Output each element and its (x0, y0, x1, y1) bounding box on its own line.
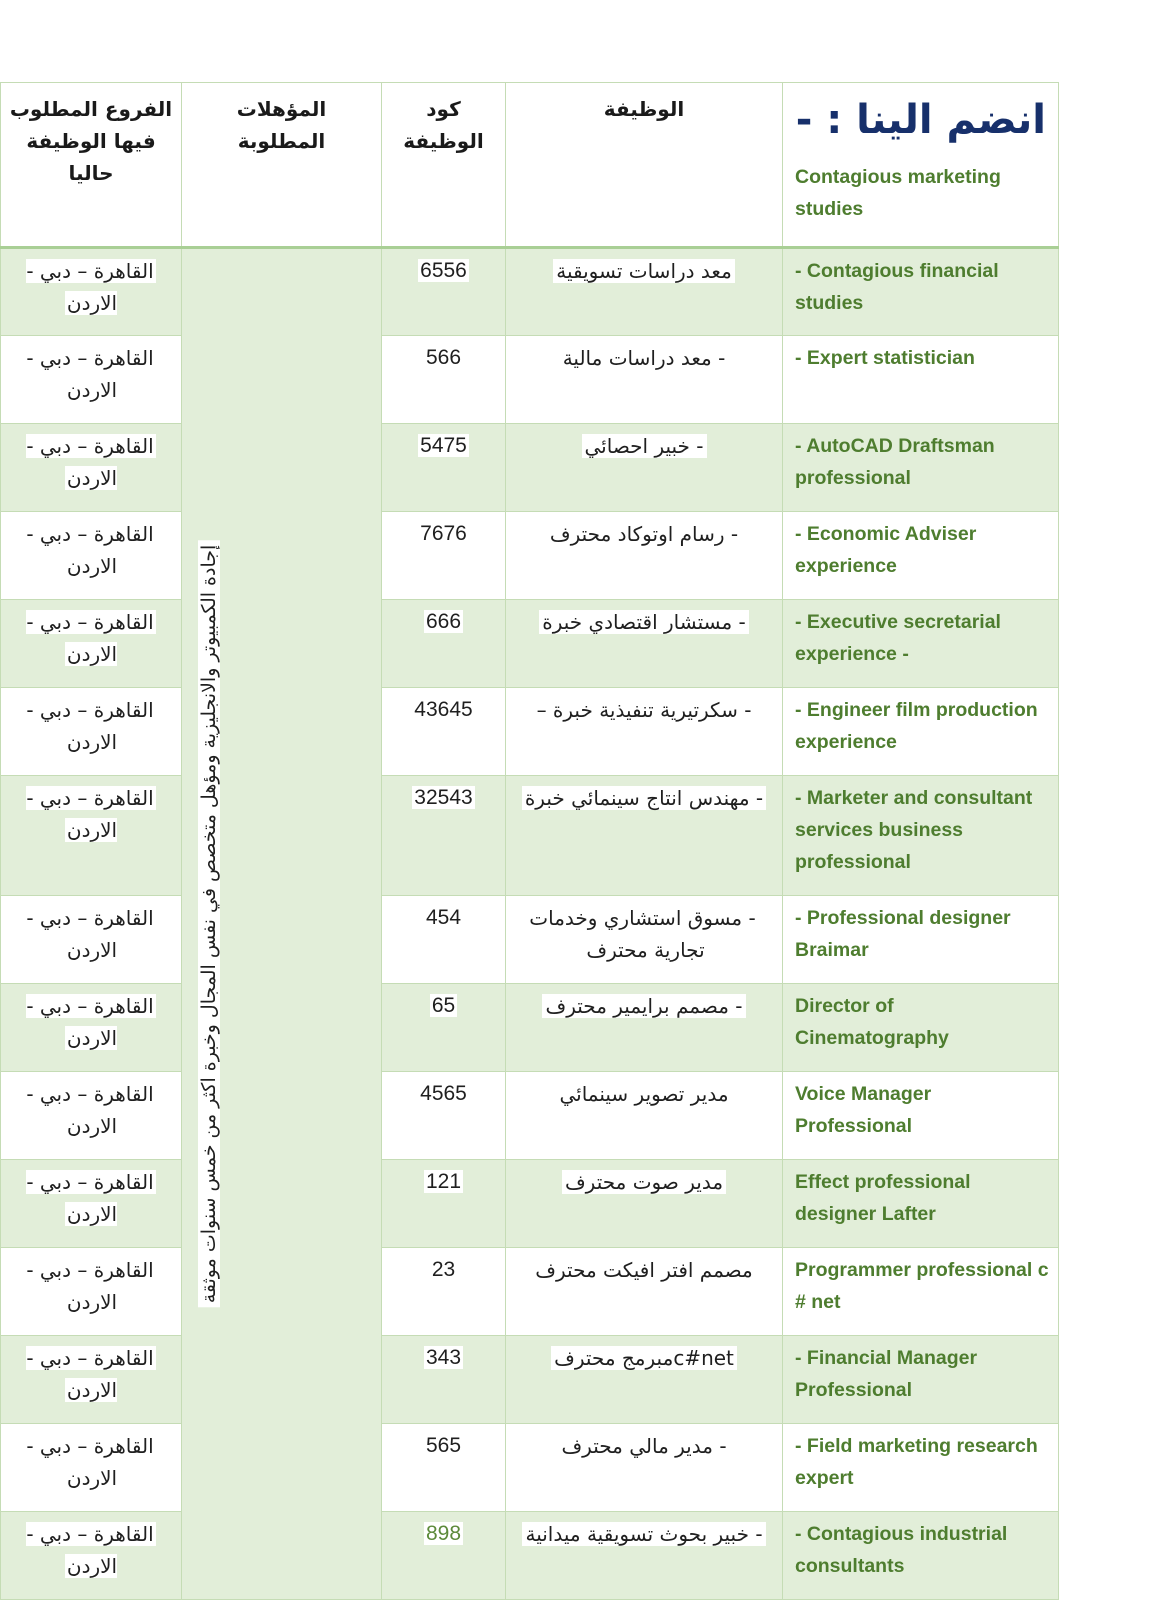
job-title-ar: مدير صوت محترف (562, 1170, 726, 1194)
job-code: 7676 (420, 522, 467, 545)
header-join-cell (783, 83, 1059, 248)
branch-text: القاهرة – دبي - الاردن (26, 522, 154, 578)
code-cell (382, 1248, 506, 1336)
branch-cell (1, 336, 182, 424)
job-title-en: Director of Cinematography (795, 995, 949, 1049)
job-code: 4565 (420, 1082, 467, 1105)
header-row (1, 83, 1059, 248)
job-cell (506, 424, 783, 512)
branch-text: القاهرة – دبي - الاردن (26, 346, 154, 402)
job-title-en: - Financial Manager Professional (795, 1347, 978, 1401)
code-cell (382, 984, 506, 1072)
branch-text: القاهرة – دبي - الاردن (26, 1170, 154, 1226)
job-cell (506, 1248, 783, 1336)
job-code: 43645 (414, 698, 473, 721)
job-title-ar: - مدير مالي محترف (558, 1434, 729, 1458)
branch-cell (1, 424, 182, 512)
english-cell (783, 1248, 1059, 1336)
branch-cell (1, 1160, 182, 1248)
branch-text: القاهرة – دبي - الاردن (26, 434, 154, 490)
job-title-ar: - خبير بحوث تسويقية ميدانية (522, 1522, 765, 1546)
header-job: الوظيفة (603, 97, 685, 121)
job-cell (506, 688, 783, 776)
first-english-job: Contagious marketing studies (795, 166, 1001, 220)
branch-cell (1, 776, 182, 896)
branch-text: القاهرة – دبي - الاردن (26, 906, 154, 962)
table-row (1, 248, 1059, 336)
join-title: انضم الينا : - (795, 97, 1046, 143)
jobs-table (0, 82, 1059, 1600)
code-cell (382, 424, 506, 512)
branch-text: القاهرة – دبي - الاردن (26, 994, 154, 1050)
job-cell (506, 248, 783, 336)
job-code: 454 (425, 906, 462, 929)
code-cell (382, 1160, 506, 1248)
job-code: 898 (425, 1522, 462, 1545)
branch-text: القاهرة – دبي - الاردن (26, 1434, 154, 1490)
branch-text: القاهرة – دبي - الاردن (26, 1258, 154, 1314)
branch-cell (1, 1072, 182, 1160)
branch-cell (1, 248, 182, 336)
branch-text: القاهرة – دبي - الاردن (26, 610, 154, 666)
code-cell (382, 896, 506, 984)
job-title-en: - Contagious industrial consultants (795, 1523, 1008, 1577)
table-row (1, 1336, 1059, 1424)
job-code: 65 (431, 994, 456, 1017)
english-cell (783, 776, 1059, 896)
branch-cell (1, 1248, 182, 1336)
table-row (1, 896, 1059, 984)
header-branches: الفروع المطلوب فيها الوظيفة حاليا (9, 97, 173, 185)
job-title-en: - Field marketing research expert (795, 1435, 1038, 1489)
branch-cell (1, 984, 182, 1072)
job-code: 23 (431, 1258, 456, 1281)
job-cell (506, 600, 783, 688)
branch-text: القاهرة – دبي - الاردن (26, 259, 154, 315)
english-cell (783, 1160, 1059, 1248)
english-cell (783, 600, 1059, 688)
job-title-ar: - رسام اوتوكاد محترف (547, 522, 741, 546)
job-code: 666 (425, 610, 462, 633)
job-cell (506, 1512, 783, 1600)
code-cell (382, 688, 506, 776)
english-cell (783, 1424, 1059, 1512)
header-code-cell (382, 83, 506, 248)
branch-cell (1, 1336, 182, 1424)
job-code: 6556 (420, 259, 467, 282)
job-cell (506, 896, 783, 984)
table-row (1, 1424, 1059, 1512)
table-row (1, 336, 1059, 424)
branch-cell (1, 1512, 182, 1600)
header-job-code: كود الوظيفة (403, 97, 484, 153)
job-title-en: - Economic Adviser experience (795, 523, 977, 577)
job-title-en: Voice Manager Professional (795, 1083, 932, 1137)
job-title-ar: c#netمبرمج محترف (551, 1346, 737, 1370)
code-cell (382, 1424, 506, 1512)
branch-text: القاهرة – دبي - الاردن (26, 1346, 154, 1402)
code-cell (382, 336, 506, 424)
table-row (1, 1160, 1059, 1248)
qualification-text: إجادة الكمبيوتر والانجليزية ومؤهل متخصص في نفس المجال وخبرة اكثر من خمس سنوات موثقة (198, 541, 220, 1308)
code-cell (382, 1512, 506, 1600)
job-title-en: - Professional designer Braimar (795, 907, 1011, 961)
job-code: 343 (425, 1346, 462, 1369)
job-title-en: Programmer professional c # net (795, 1259, 1049, 1313)
branch-cell (1, 688, 182, 776)
code-cell (382, 1336, 506, 1424)
job-cell (506, 1424, 783, 1512)
english-cell (783, 424, 1059, 512)
job-code: 566 (425, 346, 462, 369)
job-title-en: - AutoCAD Draftsman professional (795, 435, 995, 489)
job-title-en: - Executive secretarial experience - (795, 611, 1001, 665)
job-code: 565 (425, 1434, 462, 1457)
job-title-en: - Contagious financial studies (795, 260, 999, 314)
branch-text: القاهرة – دبي - الاردن (26, 786, 154, 842)
job-title-ar: معد دراسات تسويقية (553, 259, 735, 283)
header-qualifications: المؤهلات المطلوبة (236, 97, 327, 153)
branch-text: القاهرة – دبي - الاردن (26, 1522, 154, 1578)
table-row (1, 688, 1059, 776)
table-row (1, 984, 1059, 1072)
branch-cell (1, 600, 182, 688)
branch-cell (1, 896, 182, 984)
job-code: 121 (425, 1170, 462, 1193)
job-cell (506, 336, 783, 424)
job-cell (506, 1336, 783, 1424)
job-title-ar: - سكرتيرية تنفيذية خبرة – (534, 698, 755, 722)
table-row (1, 1512, 1059, 1600)
job-cell (506, 776, 783, 896)
header-branches-cell (1, 83, 182, 248)
job-code: 5475 (420, 434, 467, 457)
code-cell (382, 776, 506, 896)
job-title-ar: مدير تصوير سينمائي (556, 1082, 731, 1106)
header-job-cell (506, 83, 783, 248)
english-cell (783, 984, 1059, 1072)
branch-text: القاهرة – دبي - الاردن (26, 698, 154, 754)
header-qualifications-cell (182, 83, 382, 248)
job-title-ar: - مسوق استشاري وخدمات تجارية محترف (529, 906, 758, 962)
code-cell (382, 1072, 506, 1160)
job-cell (506, 1072, 783, 1160)
table-row (1, 424, 1059, 512)
job-title-ar: - معد دراسات مالية (560, 346, 729, 370)
job-title-en: - Marketer and consultant services business professional (795, 787, 1033, 873)
job-title-ar: مصمم افتر افيكت محترف (532, 1258, 755, 1282)
code-cell (382, 512, 506, 600)
code-cell (382, 248, 506, 336)
english-cell (783, 336, 1059, 424)
qualification-cell (182, 248, 382, 1600)
english-cell (783, 1512, 1059, 1600)
table-row (1, 1248, 1059, 1336)
job-title-ar: - خبير احصائي (582, 434, 707, 458)
english-cell (783, 248, 1059, 336)
job-title-en: - Engineer film production experience (795, 699, 1038, 753)
job-cell (506, 512, 783, 600)
branch-text: القاهرة – دبي - الاردن (26, 1082, 154, 1138)
table-row (1, 600, 1059, 688)
table-row (1, 512, 1059, 600)
job-title-ar: - مصمم برايمير محترف (542, 994, 745, 1018)
job-cell (506, 984, 783, 1072)
table-row (1, 1072, 1059, 1160)
job-code: 32543 (414, 786, 473, 809)
job-title-ar: - مهندس انتاج سينمائي خبرة (522, 786, 766, 810)
table-row (1, 776, 1059, 896)
branch-cell (1, 512, 182, 600)
job-title-en: - Expert statistician (795, 347, 975, 369)
job-title-en: Effect professional designer Lafter (795, 1171, 971, 1225)
branch-cell (1, 1424, 182, 1512)
job-cell (506, 1160, 783, 1248)
code-cell (382, 600, 506, 688)
english-cell (783, 1336, 1059, 1424)
english-cell (783, 1072, 1059, 1160)
english-cell (783, 512, 1059, 600)
job-title-ar: - مستشار اقتصادي خبرة (539, 610, 749, 634)
english-cell (783, 688, 1059, 776)
english-cell (783, 896, 1059, 984)
